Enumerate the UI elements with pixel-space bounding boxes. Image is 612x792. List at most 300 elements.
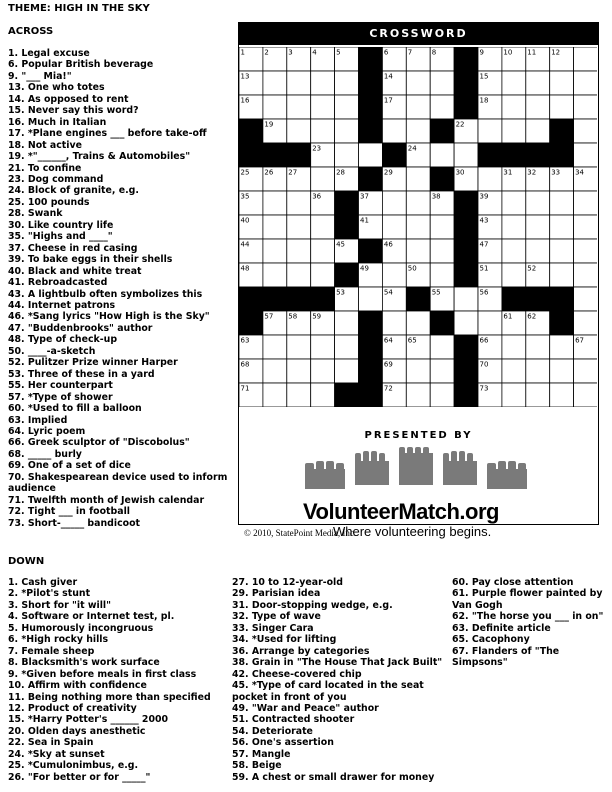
grid-cell[interactable] [550,383,574,407]
grid-cell-number: 44 [240,240,250,249]
grid-cell[interactable] [311,263,335,287]
across-clue: 52. Pulitzer Prize winner Harper [8,357,178,369]
grid-cell[interactable] [406,383,430,407]
grid-black-square [502,287,526,311]
grid-cell[interactable] [311,335,335,359]
grid-cell-number: 18 [479,96,489,105]
grid-cell[interactable] [335,71,359,95]
down-clue: 32. Type of wave [232,611,321,623]
down-clue: 4. Software or Internet test, pl. [8,611,175,623]
grid-cell[interactable] [311,95,335,119]
grid-cell-number: 1 [240,48,245,57]
grid-cell-number: 33 [551,168,561,177]
down-clue: 58. Beige [232,760,282,772]
grid-black-square [239,143,263,167]
grid-cell[interactable] [287,359,311,383]
across-clue: 23. Dog command [8,173,104,185]
down-clue: 1. Cash giver [8,577,78,588]
grid-cell[interactable] [335,335,359,359]
grid-cell[interactable] [526,215,550,239]
across-clue: 55. Her counterpart [8,380,113,392]
grid-cell-number: 9 [479,48,484,57]
grid-black-square [335,191,359,215]
grid-cell[interactable] [263,383,287,407]
grid-black-square [454,263,478,287]
grid-cell[interactable] [574,239,597,263]
grid-cell[interactable] [263,191,287,215]
grid-cell[interactable] [502,95,526,119]
theme-title: THEME: HIGH IN THE SKY [8,3,150,14]
grid-cell[interactable] [430,71,454,95]
down-clue: 42. Cheese-covered chip [232,668,362,680]
across-clue: 47. "Buddenbrooks" author [8,322,153,334]
grid-cell[interactable] [502,263,526,287]
grid-cell-number: 45 [336,240,346,249]
grid-cell[interactable] [287,335,311,359]
down-clue: 3. Short for "it will" [8,599,112,611]
across-clue: 50. ____-a-sketch [8,345,96,357]
grid-black-square [454,239,478,263]
grid-cell[interactable] [574,47,597,71]
grid-cell-number: 57 [264,312,274,321]
grid-cell[interactable] [382,215,406,239]
grid-cell[interactable] [574,215,597,239]
down-clue: 10. Affirm with confidence [8,680,147,692]
down-clue: 59. A chest or small drawer for money [232,771,435,783]
grid-cell-number: 40 [240,216,250,225]
across-clue: 73. Short-_____ bandicoot [8,517,140,529]
grid-cell[interactable] [406,71,430,95]
across-clue: 68. _____ burly [8,448,82,460]
grid-cell-number: 67 [575,336,585,345]
grid-cell-number: 43 [479,216,489,225]
grid-cell-number: 6 [383,48,389,57]
down-clue: 54. Deteriorate [232,725,313,737]
presented-by-label: PRESENTED BY [364,430,473,441]
grid-cell-number: 37 [360,192,369,201]
grid-cell-number: 25 [240,168,250,177]
down-clue: 51. Contracted shooter [232,714,355,726]
grid-cell[interactable] [406,215,430,239]
down-clue: 12. Product of creativity [8,702,137,714]
across-clue-list [8,48,230,529]
grid-cell[interactable] [550,95,574,119]
down-clue: 31. Door-stopping wedge, e.g. [232,599,393,611]
grid-cell-number: 17 [383,96,393,105]
grid-cell-number: 42 [455,216,465,225]
grid-cell[interactable] [502,119,526,143]
grid-black-square [359,71,383,95]
across-clue: 41. Rebroadcasted [8,277,108,289]
grid-cell[interactable] [287,191,311,215]
grid-cell-number: 41 [360,216,369,225]
grid-cell[interactable] [311,71,335,95]
grid-cell[interactable] [430,263,454,287]
grid-cell[interactable] [287,71,311,95]
grid-cell[interactable] [311,383,335,407]
hands-logo-icon [303,447,533,497]
grid-cell-number: 50 [407,264,417,273]
grid-cell[interactable] [526,119,550,143]
crossword-header: CROSSWORD [239,23,598,45]
grid-black-square [550,119,574,143]
across-clue: 53. Three of these in a yard [8,368,155,380]
across-clue: 15. Never say this word? [8,105,139,117]
grid-cell-number: 12 [551,48,561,57]
grid-black-square [311,287,335,311]
down-clue: 7. Female sheep [8,645,95,657]
grid-cell[interactable] [526,383,550,407]
grid-cell[interactable] [335,95,359,119]
down-clue: 49. "War and Peace" author [232,702,379,714]
across-clue: 18. Not active [8,139,82,151]
across-clue: 17. *Plane engines ___ before take-off [8,128,207,140]
grid-black-square [263,143,287,167]
grid-cell-number: 69 [383,360,393,369]
across-clue: 37. Cheese in red casing [8,242,138,254]
grid-cell[interactable] [526,359,550,383]
across-clue: 69. One of a set of dice [8,460,131,472]
grid-cell[interactable] [263,215,287,239]
grid-cell[interactable] [430,143,454,167]
grid-cell[interactable] [311,359,335,383]
across-clue: 28. Swank [8,208,63,220]
grid-cell[interactable] [430,383,454,407]
grid-black-square [359,383,383,407]
down-clue: 11. Being nothing more than specified [8,691,211,703]
down-clue: 33. Singer Cara [232,622,314,634]
grid-cell[interactable] [574,95,597,119]
grid-cell-number: 14 [383,72,393,81]
grid-cell-number: 2 [264,48,269,57]
down-clue: 26. "For better or for _____" [8,771,151,783]
grid-cell-number: 4 [312,48,317,57]
grid-cell-number: 8 [431,48,437,57]
grid-cell-number: 35 [240,192,250,201]
down-clue: 57. Mangle [232,748,291,760]
grid-cell[interactable] [502,359,526,383]
grid-black-square [502,143,526,167]
grid-cell[interactable] [430,359,454,383]
grid-cell[interactable] [287,383,311,407]
grid-cell[interactable] [311,119,335,143]
across-clue: 70. Shakespearean device used to inform audience [8,471,228,495]
grid-cell[interactable] [574,311,597,335]
grid-cell[interactable] [430,335,454,359]
grid-cell-number: 26 [264,168,274,177]
grid-cell[interactable] [263,335,287,359]
grid-cell[interactable] [335,119,359,143]
grid-black-square [550,287,574,311]
grid-cell-number: 47 [479,240,489,249]
grid-black-square [430,167,454,191]
across-clue: 19. *"______, Trains & Automobiles" [8,151,191,163]
grid-cell[interactable] [263,95,287,119]
grid-cell[interactable] [502,383,526,407]
across-clue: 9. "___ Mia!" [8,70,72,82]
grid-cell[interactable] [263,263,287,287]
grid-cell-number: 30 [455,168,465,177]
grid-black-square [550,143,574,167]
grid-cell[interactable] [406,191,430,215]
grid-cell[interactable] [526,191,550,215]
down-clue: 34. *Used for lifting [232,634,337,646]
down-clue: 60. Pay close attention [452,577,574,588]
down-clue: 36. Arrange by categories [232,645,370,657]
grid-cell-number: 48 [240,264,250,273]
grid-cell-number: 31 [503,168,513,177]
grid-cell[interactable] [263,239,287,263]
across-clue: 63. Implied [8,414,68,426]
grid-black-square [359,47,383,71]
grid-cell-number: 58 [288,312,298,321]
grid-cell[interactable] [382,311,406,335]
grid-cell[interactable] [550,359,574,383]
grid-black-square [550,311,574,335]
grid-cell[interactable] [526,239,550,263]
grid-black-square [454,383,478,407]
across-clue: 16. Much in Italian [8,116,107,128]
grid-cell[interactable] [406,95,430,119]
grid-black-square [526,143,550,167]
down-clue: 8. Blacksmith's work surface [8,657,160,669]
grid-black-square [239,119,263,143]
grid-cell-number: 16 [240,96,250,105]
grid-cell[interactable] [454,311,478,335]
grid-cell[interactable] [574,119,597,143]
grid-black-square [454,335,478,359]
grid-cell-number: 7 [407,48,413,57]
grid-cell-number: 70 [479,360,489,369]
grid-cell[interactable] [502,215,526,239]
grid-cell[interactable] [574,71,597,95]
grid-cell-number: 24 [407,144,417,153]
across-clue: 14. As opposed to rent [8,93,129,105]
grid-black-square [287,287,311,311]
grid-cell[interactable] [502,191,526,215]
grid-black-square [359,167,383,191]
grid-cell[interactable] [430,239,454,263]
grid-cell-number: 64 [383,336,393,345]
across-clue: 21. To confine [8,162,82,174]
down-clue: 65. Cacophony [452,634,530,646]
grid-cell-number: 65 [407,336,417,345]
grid-black-square [335,215,359,239]
across-heading: ACROSS [8,26,54,37]
grid-cell[interactable] [287,119,311,143]
grid-cell-number: 11 [527,48,537,57]
across-clue: 25. 100 pounds [8,196,90,208]
grid-cell-number: 51 [479,264,489,273]
grid-black-square [454,359,478,383]
grid-cell-number: 29 [383,168,393,177]
grid-cell[interactable] [550,335,574,359]
across-clue: 24. Block of granite, e.g. [8,185,139,197]
down-clue: 15. *Harry Potter's ______ 2000 [8,714,169,726]
down-clue-column-1 [8,577,226,783]
grid-cell[interactable] [287,215,311,239]
grid-cell[interactable] [287,263,311,287]
grid-cell[interactable] [478,167,502,191]
grid-cell[interactable] [287,95,311,119]
grid-black-square [287,143,311,167]
grid-black-square [359,311,383,335]
across-clue: 40. Black and white treat [8,265,142,277]
grid-cell[interactable] [335,359,359,383]
grid-cell[interactable] [359,287,383,311]
grid-cell[interactable] [406,359,430,383]
across-clue: 66. Greek sculptor of "Discobolus" [8,437,190,449]
grid-cell[interactable] [526,71,550,95]
grid-cell[interactable] [574,359,597,383]
grid-cell-number: 39 [479,192,489,201]
grid-black-square [454,71,478,95]
grid-cell-number: 66 [479,336,489,345]
across-clue: 60. *Used to fill a balloon [8,403,142,415]
grid-cell-number: 27 [288,168,298,177]
grid-cell-number: 49 [360,264,369,273]
across-clue: 64. Lyric poem [8,425,86,437]
grid-cell-number: 22 [455,120,465,129]
across-clue: 39. To bake eggs in their shells [8,254,173,266]
grid-black-square [239,311,263,335]
grid-cell-number: 72 [383,384,393,393]
grid-cell[interactable] [574,287,597,311]
across-clue: 35. "Highs and ____" [8,231,113,243]
grid-cell[interactable] [574,383,597,407]
grid-black-square [454,47,478,71]
across-clue: 57. *Type of shower [8,391,113,403]
grid-cell[interactable] [311,167,335,191]
grid-cell[interactable] [454,143,478,167]
grid-cell[interactable] [287,239,311,263]
across-clue: 46. *Sang lyrics "How High is the Sky" [8,311,210,323]
grid-cell-number: 3 [288,48,293,57]
grid-cell[interactable] [502,335,526,359]
down-clue: 25. *Cumulonimbus, e.g. [8,760,139,772]
down-clue: 67. Flanders of "The Simpsons" [452,645,560,669]
grid-cell[interactable] [550,215,574,239]
grid-black-square [335,263,359,287]
grid-cell-number: 54 [383,288,393,297]
down-clue: 38. Grain in "The House That Jack Built" [232,657,443,669]
volunteermatch-logo-text: VolunteerMatch.org [303,499,499,524]
grid-cell[interactable] [478,311,502,335]
grid-cell[interactable] [550,71,574,95]
grid-cell[interactable] [311,239,335,263]
grid-cell[interactable] [406,239,430,263]
down-clue: 20. Olden days anesthetic [8,725,146,737]
across-clue: 13. One who totes [8,82,105,94]
down-clue: 63. Definite article [452,622,551,634]
grid-cell[interactable] [359,143,383,167]
grid-cell[interactable] [406,311,430,335]
grid-cell-number: 46 [383,240,393,249]
grid-cell[interactable] [382,119,406,143]
grid-cell[interactable] [335,311,359,335]
grid-cell-number: 73 [479,384,489,393]
grid-cell[interactable] [430,215,454,239]
grid-cell[interactable] [406,119,430,143]
down-clue: 9. *Given before meals in first class [8,668,197,680]
grid-cell[interactable] [263,359,287,383]
grid-cell[interactable] [502,239,526,263]
grid-cell[interactable] [263,71,287,95]
grid-cell[interactable] [335,143,359,167]
grid-cell-number: 23 [312,144,322,153]
grid-cell[interactable] [526,95,550,119]
grid-cell-number: 60 [431,312,441,321]
across-clue: 44. Internet patrons [8,299,116,311]
down-clue: 6. *High rocky hills [8,634,109,646]
across-clue: 6. Popular British beverage [8,59,154,71]
grid-cell[interactable] [454,287,478,311]
down-clue: 29. Parisian idea [232,588,321,600]
grid-cell-number: 32 [527,168,537,177]
down-clue-column-3 [452,577,610,669]
grid-cell-number: 56 [479,288,489,297]
grid-cell[interactable] [311,215,335,239]
grid-cell-number: 38 [431,192,441,201]
grid-cell[interactable] [550,191,574,215]
grid-cell[interactable] [430,95,454,119]
across-clue: 48. Type of check-up [8,334,118,346]
grid-cell[interactable] [550,239,574,263]
grid-cell-number: 61 [503,312,513,321]
down-clue: 45. *Type of card located in the seat pocket in front of you [232,680,424,703]
grid-cell[interactable] [574,191,597,215]
grid-black-square [335,383,359,407]
grid-cell-number: 36 [312,192,322,201]
grid-cell-number: 34 [575,168,585,177]
grid-black-square [359,359,383,383]
volunteermatch-tagline: Where volunteering begins. [333,524,492,539]
grid-black-square [359,95,383,119]
grid-cell[interactable] [478,119,502,143]
grid-cell-number: 20 [360,120,369,129]
down-clue: 56. One's assertion [232,737,334,749]
grid-cell[interactable] [406,167,430,191]
grid-cell-number: 63 [240,336,250,345]
grid-black-square [382,143,406,167]
grid-cell-number: 13 [240,72,250,81]
grid-cell-number: 59 [312,312,322,321]
grid-cell[interactable] [526,335,550,359]
grid-cell-number: 52 [527,264,537,273]
grid-cell[interactable] [382,191,406,215]
across-clue: 72. Tight ___ in football [8,506,130,518]
crossword-grid [239,47,597,407]
grid-cell-number: 21 [431,120,441,129]
down-clue: 5. Humorously incongruous [8,622,154,634]
grid-cell[interactable] [574,263,597,287]
grid-cell[interactable] [550,263,574,287]
grid-black-square [359,335,383,359]
grid-cell-number: 68 [240,360,250,369]
grid-cell[interactable] [382,263,406,287]
grid-cell-number: 5 [336,48,341,57]
grid-cell-number: 19 [264,120,274,129]
grid-cell-number: 28 [336,168,346,177]
grid-black-square [478,143,502,167]
grid-cell[interactable] [574,143,597,167]
across-clue: 30. Like country life [8,219,114,231]
grid-black-square [454,95,478,119]
down-clue: 2. *Pilot's stunt [8,588,91,600]
grid-black-square [359,239,383,263]
grid-cell[interactable] [502,71,526,95]
copyright-notice: © 2010, StatePoint Media, Inc. [244,528,357,538]
